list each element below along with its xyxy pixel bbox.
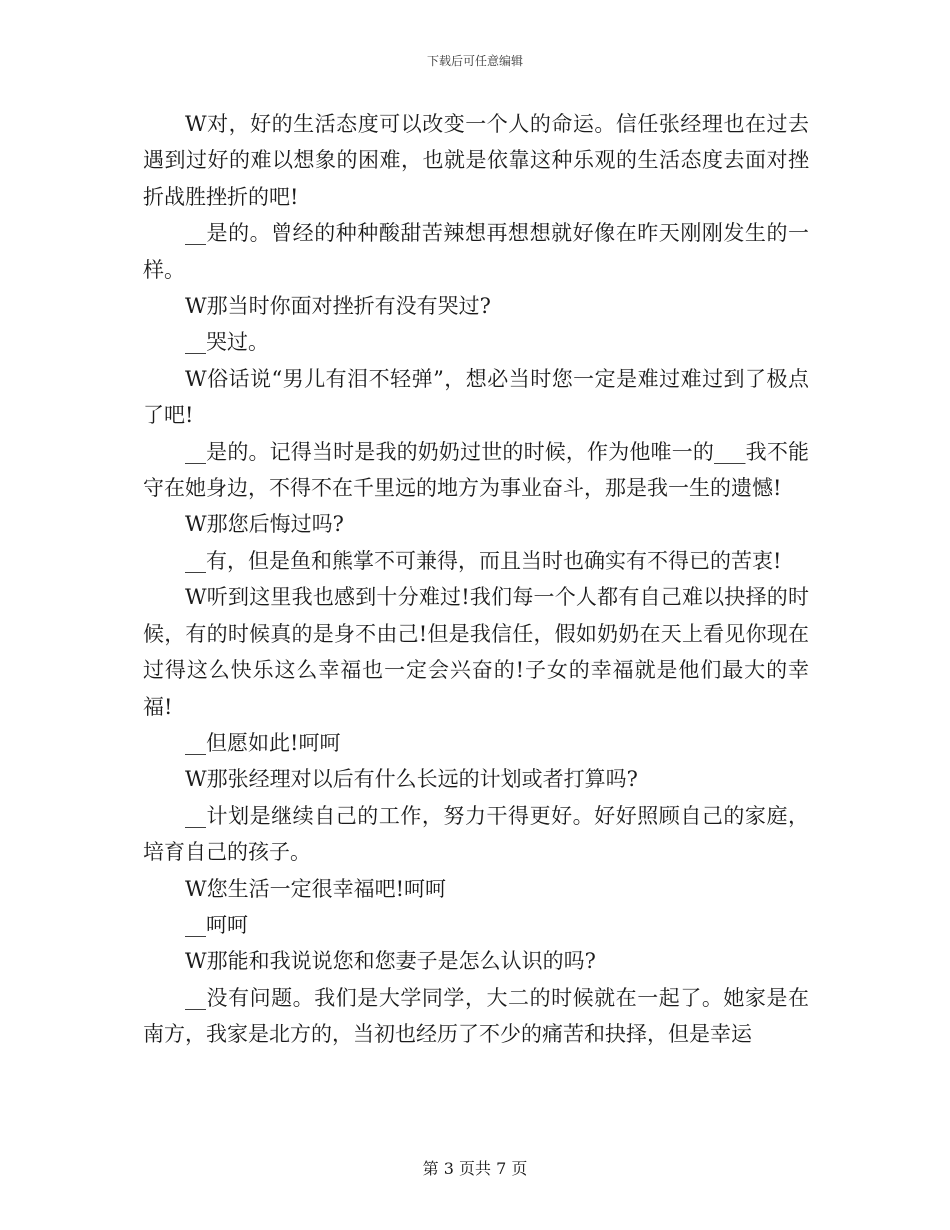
page-header: 下载后可任意编辑 [426, 54, 523, 68]
paragraph-16: __没有问题。我们是大学同学，大二的时候就在一起了。她家是在南方，我家是北方的，当初也经历了不少的痛苦和抉择，但是幸运 [143, 985, 809, 1047]
paragraph-6: __是的。记得当时是我的奶奶过世的时候，作为他唯一的___我不能守在她身边，不得不在千里远的地方为事业奋斗，那是我一生的遗憾! [143, 439, 809, 501]
paragraph-4: __哭过。 [185, 330, 269, 355]
paragraph-8: __有，但是鱼和熊掌不可兼得，而且当时也确实有不得已的苦衷! [185, 548, 782, 573]
paragraph-10: __但愿如此!呵呵 [185, 730, 341, 755]
paragraph-13: W您生活一定很幸福吧!呵呵 [185, 876, 447, 901]
page-footer: 第 3 页共 7 页 [422, 1159, 528, 1178]
paragraph-12: __计划是继续自己的工作，努力干得更好。好好照顾自己的家庭，培育自己的孩子。 [143, 803, 809, 865]
paragraph-2: __是的。曾经的种种酸甜苦辣想再想想就好像在昨天刚刚发生的一样。 [143, 221, 809, 282]
paragraph-14: __呵呵 [185, 912, 248, 937]
paragraph-5: W俗话说“男儿有泪不轻弹”，想必当时您一定是难过难过到了极点了吧! [143, 366, 809, 428]
paragraph-11: W那张经理对以后有什么长远的计划或者打算吗? [185, 767, 638, 792]
paragraph-3: W那当时你面对挫折有没有哭过? [185, 294, 491, 319]
paragraph-15: W那能和我说说您和您妻子是怎么认识的吗? [185, 949, 596, 974]
paragraph-9: W听到这里我也感到十分难过!我们每一个人都有自己难以抉择的时候，有的时候真的是身不由己!但是我信任，假如奶奶在天上看见你现在过得这么快乐这么幸福也一定会兴奋的!子女的幸福就是他们最大的幸福! [143, 585, 809, 719]
document-body [143, 106, 809, 1053]
paragraph-1: W对，好的生活态度可以改变一个人的命运。信任张经理也在过去遇到过好的难以想象的困难，也就是依靠这种乐观的生活态度去面对挫折战胜挫折的吧! [143, 112, 809, 209]
paragraph-7: W那您后悔过吗? [185, 512, 344, 537]
